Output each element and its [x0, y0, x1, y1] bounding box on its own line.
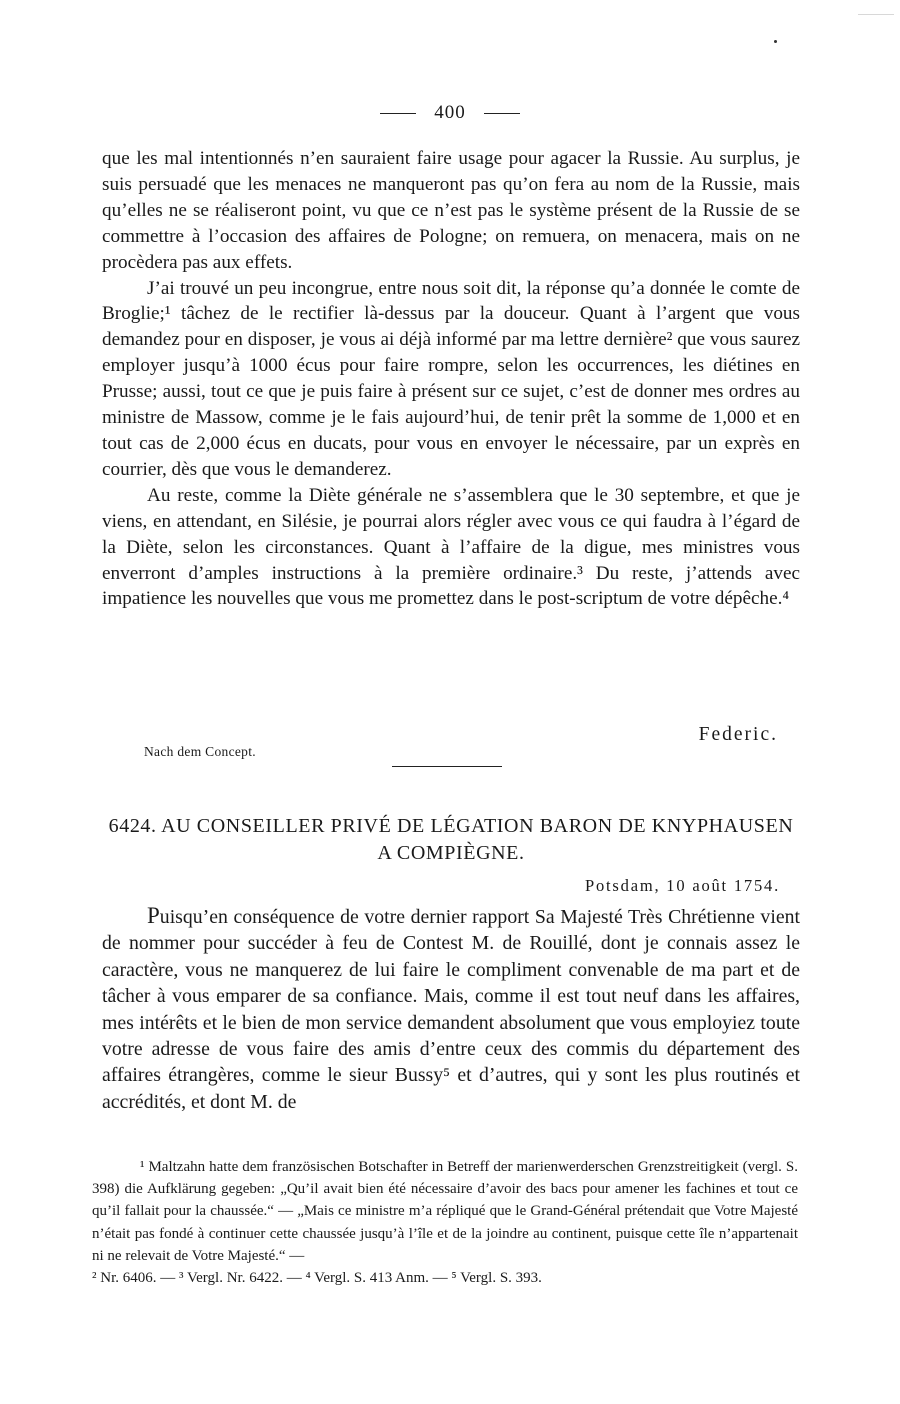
body-paragraph: [102, 903, 800, 1115]
paragraph-1: que les mal intentionnés n’en sauraient faire usage pour agacer la Russie. Au surplus, je suis persuadé que les menaces ne manqueront pas qu’on fera au nom de la Russie, mais qu’elles ne se réaliseront point, vu que ce n’est pas le système présent de la Russie de se commettre à l’occasion des affaires de Pologne; on remuera, on menacera, mais on ne procèdera pas aux effets.: [102, 148, 800, 273]
section-divider: [392, 766, 502, 767]
page-number: 400: [434, 102, 466, 123]
scan-edge-mark: [858, 14, 894, 15]
initial-letter: P: [147, 903, 160, 928]
dateline: Potsdam, 10 août 1754.: [585, 876, 780, 895]
document-title: AU CONSEILLER PRIVÉ DE LÉGATION BARON DE KNYPHAUSEN A COMPIÈGNE.: [161, 815, 794, 864]
page-header: [0, 102, 900, 124]
body-text: uisqu’en conséquence de votre dernier rapport Sa Majesté Très Chrétienne vient de nommer pour succéder à feu de Contest M. de Rouillé, dont je connais assez le caractère, vous ne manquerez de lui faire le compliment convenable de ma part et de tâcher à vous emparer de sa confiance. Mais, comme il est tout neuf dans les affaires, mes intérêts et le bien de mon service demandent absolument que vous employiez toute votre adresse de vous faire des amis d’entre ceux des commis du département des affaires étrangères, comme le sieur Bussy⁵ et d’autres, qui y sont les plus routinés et accrédités, et dont M. de: [102, 906, 800, 1113]
document-number: 6424.: [108, 815, 157, 837]
header-dash-left: [380, 113, 416, 114]
footnotes-references: ² Nr. 6406. — ³ Vergl. Nr. 6422. — ⁴ Vergl. S. 413 Anm. — ⁵ Vergl. S. 393.: [92, 1270, 542, 1287]
paragraph-3: Au reste, comme la Diète générale ne s’assemblera que le 30 septembre, et que je viens, en attendant, en Silésie, je pourrai alors régler avec vous ce qui faudra à l’égard de la Diète, selon les circonstances. Quant à l’affaire de la digue, mes ministres vous enverront d’amples instructions à la première ordinaire.³ Du reste, j’attends avec impatience les nouvelles que vous me promettez dans le post-scriptum de votre dépêche.⁴: [102, 484, 800, 610]
signature: Federic.: [698, 724, 778, 745]
footnote-1: ¹ Maltzahn hatte dem französischen Botschafter in Betreff der marienwerderschen Grenzstreitigkeit (vergl. S. 398) die Aufklärung gegeben: „Qu’il avait bien été nécessaire d’avoir des bacs pour amener les fachines et tout ce qu’il fallait pour la chaussée.“ — „Mais ce ministre m’a répliqué que le Grand-Général prétendait que Votre Majesté n’était pas fondé à continuer cette chaussée jusqu’à l’île et de la joindre au continent, puisque cette île n’appartenait ni ne relevait de Votre Majesté.“ —: [92, 1159, 798, 1264]
scan-speck: [774, 40, 777, 43]
footnotes: [92, 1156, 798, 1289]
document-heading: [102, 813, 800, 867]
closing-row: [102, 712, 800, 762]
document-body: [102, 903, 800, 1115]
paragraph-2: J’ai trouvé un peu incongrue, entre nous soit dit, la réponse qu’a donnée le comte de Broglie;¹ tâchez de le rectifier là-dessus par la douceur. Quant à l’argent que vous demandez pour en disposer, je vous ai déjà informé par ma lettre dernière² que vous saurez employer jusqu’à 1000 écus pour faire rompre, selon les occurrences, les diétines en Prusse; aussi, tout ce que je puis faire à présent sur ce sujet, c’est de donner mes ordres au ministre de Massow, comme je le fais aujourd’hui, de tenir prêt la somme de 1,000 et en tout cas de 2,000 écus en ducats, pour vous en envoyer le nécessaire, par un exprès en courrier, dès que vous le demanderez.: [102, 277, 800, 480]
letter-continuation: [102, 146, 800, 612]
header-dash-right: [484, 113, 520, 114]
source-note: Nach dem Concept.: [144, 744, 256, 759]
